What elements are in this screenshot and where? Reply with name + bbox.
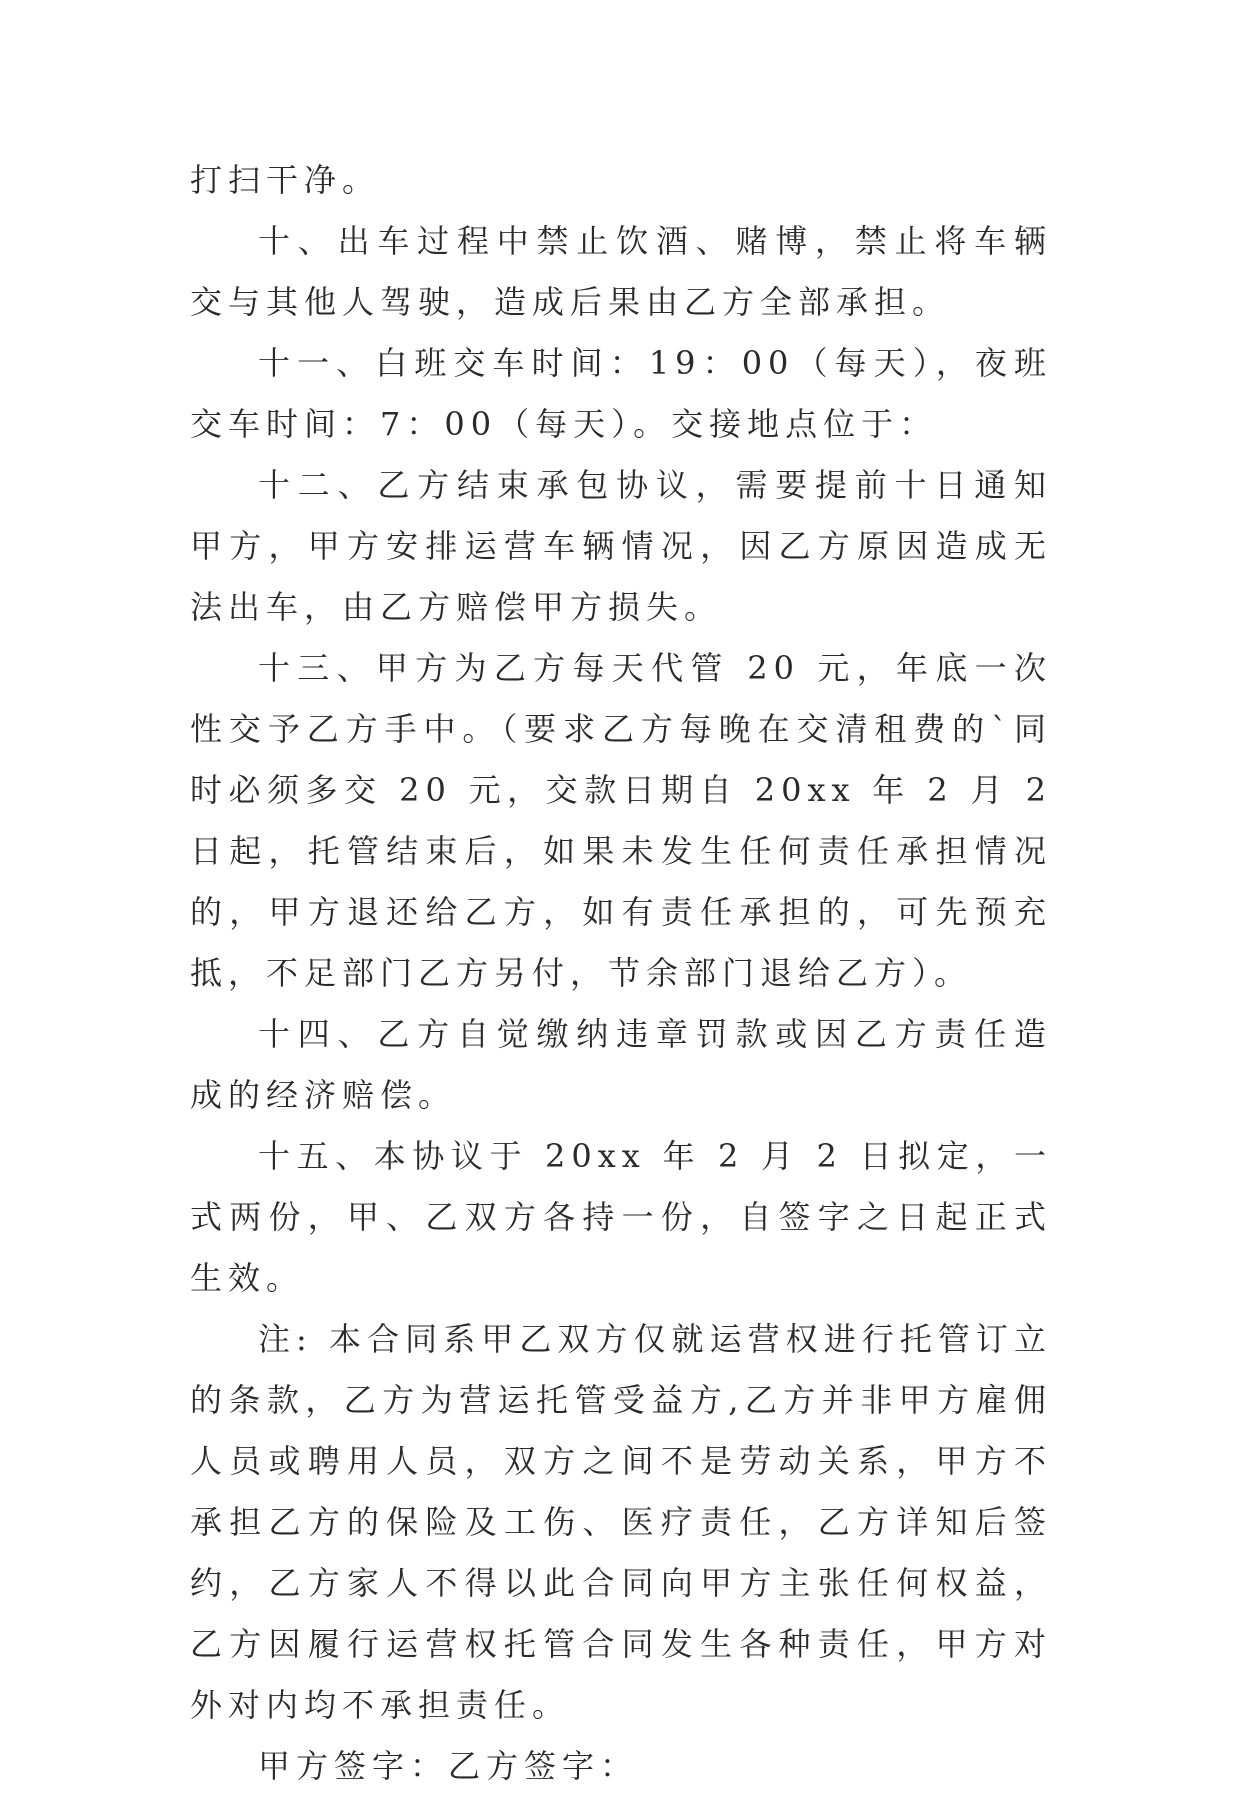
paragraph-continuation: 打扫干净。 <box>190 161 381 199</box>
clause-14: 十四、乙方自觉缴纳违章罚款或因乙方责任造成的经济赔偿。 <box>190 1015 1052 1114</box>
document-body <box>190 150 1052 1797</box>
clause-11: 十一、白班交车时间：19：00（每天），夜班交车时间：7：00（每天）。交接地点位于： <box>190 344 1052 443</box>
clause-13: 十三、甲方为乙方每天代管 20 元，年底一次性交予乙方手中。（要求乙方每晚在交清租费的`同时必须多交 20 元，交款日期自 20xx 年 2 月 2 日起，托管结束后，如果未发生任何责任承担情况的，甲方退还给乙方，如有责任承担的，可先预充抵，不足部门乙方另付，节余部门退给乙方）。 <box>190 649 1052 992</box>
signature-line: 甲方签字：乙方签字： <box>258 1747 639 1785</box>
clause-15: 十五、本协议于 20xx 年 2 月 2 日拟定，一式两份，甲、乙双方各持一份，自签字之日起正式生效。 <box>190 1137 1052 1297</box>
clause-10: 十、出车过程中禁止饮酒、赌博，禁止将车辆交与其他人驾驶，造成后果由乙方全部承担。 <box>190 222 1052 321</box>
clause-12: 十二、乙方结束承包协议，需要提前十日通知甲方，甲方安排运营车辆情况，因乙方原因造成无法出车，由乙方赔偿甲方损失。 <box>190 466 1052 626</box>
note-paragraph: 注: 本合同系甲乙双方仅就运营权进行托管订立的条款，乙方为营运托管受益方,乙方并非甲方雇佣人员或聘用人员，双方之间不是劳动关系，甲方不承担乙方的保险及工伤、医疗责任，乙方详知后签约，乙方家人不得以此合同向甲方主张任何权益，乙方因履行运营权托管合同发生各种责任，甲方对外对内均不承担责任。 <box>190 1320 1052 1724</box>
